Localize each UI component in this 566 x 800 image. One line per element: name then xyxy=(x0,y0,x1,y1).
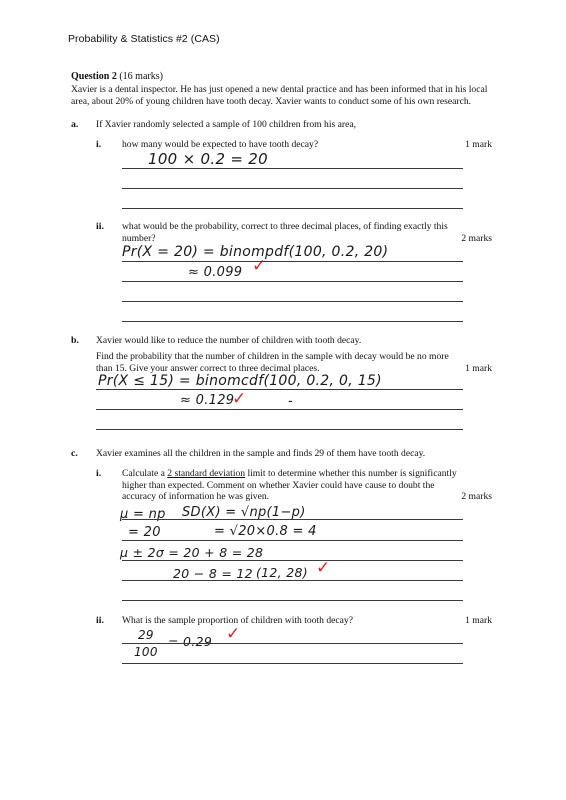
part-a-ii-marks: 2 marks xyxy=(461,233,492,244)
answer-line xyxy=(122,261,463,262)
tick-mark: ✓ xyxy=(252,256,267,276)
part-c-text: Xavier examines all the children in the sample and finds 29 of them have tooth decay. xyxy=(96,448,426,459)
answer-b-line1: Pr(X ≤ 15) = binomcdf(100, 0.2, 0, 15) xyxy=(98,373,382,389)
answer-line xyxy=(96,389,463,390)
answer-c-i-mu: μ = np xyxy=(120,507,166,522)
answer-c-i-sd-value: = √20×0.8 = 4 xyxy=(214,524,317,539)
answer-line xyxy=(122,301,463,302)
answer-b-line2: ≈ 0.129 xyxy=(180,393,235,408)
part-a-ii-label: ii. xyxy=(96,221,104,232)
answer-line xyxy=(122,208,463,209)
part-a-label: a. xyxy=(71,119,79,130)
part-c-i-text xyxy=(122,468,467,503)
question-intro: Xavier is a dental inspector. He has just opened a new dental practice and has been informed that in his local area, about 20% of young children have tooth decay. Xavier wants to conduct some of his own research. xyxy=(71,84,488,107)
answer-line xyxy=(122,560,463,561)
answer-line xyxy=(96,409,463,410)
part-b-marks: 1 mark xyxy=(465,363,492,374)
answer-line xyxy=(122,281,463,282)
part-c-ii-text: What is the sample proportion of children with tooth decay? xyxy=(122,615,353,626)
answer-c-i-sd: SD(X) = √np(1−p) xyxy=(182,505,306,520)
answer-c-ii-numerator: 29 xyxy=(138,628,154,642)
answer-c-i-interval: μ ± 2σ = 20 + 8 = 28 xyxy=(120,545,264,560)
part-a-i-text: how many would be expected to have tooth decay? xyxy=(122,139,319,150)
part-c-i-marks: 2 marks xyxy=(461,491,492,502)
tick-mark: ✓ xyxy=(232,389,247,409)
answer-line xyxy=(122,168,463,169)
part-c-i-label: i. xyxy=(96,468,102,479)
answer-a-i-line1: 100 × 0.2 = 20 xyxy=(148,150,268,168)
answer-a-ii-line1: Pr(X = 20) = binompdf(100, 0.2, 20) xyxy=(122,244,389,260)
answer-line xyxy=(122,663,463,664)
tick-mark: ✓ xyxy=(226,624,241,644)
question-title xyxy=(71,71,163,82)
question-marks: (16 marks) xyxy=(119,71,163,82)
part-b-text2: Find the probability that the number of children in the sample with decay would be no more than 15. Give your answer correct to three decimal places. xyxy=(96,351,449,374)
page-header: Probability & Statistics #2 (CAS) xyxy=(68,33,220,45)
part-c-label: c. xyxy=(71,448,78,459)
part-c-ii-label: ii. xyxy=(96,615,104,626)
tick-mark: ✓ xyxy=(316,558,331,578)
answer-b-line3: - xyxy=(288,394,293,409)
part-c-ii-marks: 1 mark xyxy=(465,615,492,626)
part-b-text1: Xavier would like to reduce the number of children with tooth decay. xyxy=(96,335,362,346)
answer-line xyxy=(122,188,463,189)
answer-line xyxy=(122,321,463,322)
part-c-i-text-after: limit to determine whether this number is significantly higher than expected. Comment on whether Xavier could have cause to doubt the accuracy of information he was given. xyxy=(122,468,457,503)
answer-c-i-mu-value: = 20 xyxy=(128,525,161,540)
answer-c-i-lower: 20 − 8 = 12 xyxy=(173,566,253,581)
answer-line xyxy=(122,600,463,601)
part-c-i-text-underlined: 2 standard deviation xyxy=(167,468,246,479)
answer-line xyxy=(96,429,463,430)
part-c-i-text-before: Calculate a xyxy=(122,468,168,479)
part-a-text: If Xavier randomly selected a sample of 100 children from his area, xyxy=(96,119,356,130)
part-a-ii-text: what would be the probability, correct to three decimal places, of finding exactly this number? xyxy=(122,221,448,244)
answer-c-ii-denominator: 100 xyxy=(134,645,158,659)
answer-line xyxy=(122,540,463,541)
answer-line xyxy=(122,580,463,581)
answer-c-i-range: (12, 28) xyxy=(256,565,308,580)
part-b-label: b. xyxy=(71,335,79,346)
part-a-i-label: i. xyxy=(96,139,102,150)
part-a-i-marks: 1 mark xyxy=(465,139,492,150)
answer-a-ii-line2: ≈ 0.099 xyxy=(188,265,243,280)
answer-c-ii-result: = 0.29 xyxy=(168,634,213,649)
answer-line xyxy=(122,643,463,644)
question-number: Question 2 xyxy=(71,71,117,82)
answer-line xyxy=(122,519,463,520)
